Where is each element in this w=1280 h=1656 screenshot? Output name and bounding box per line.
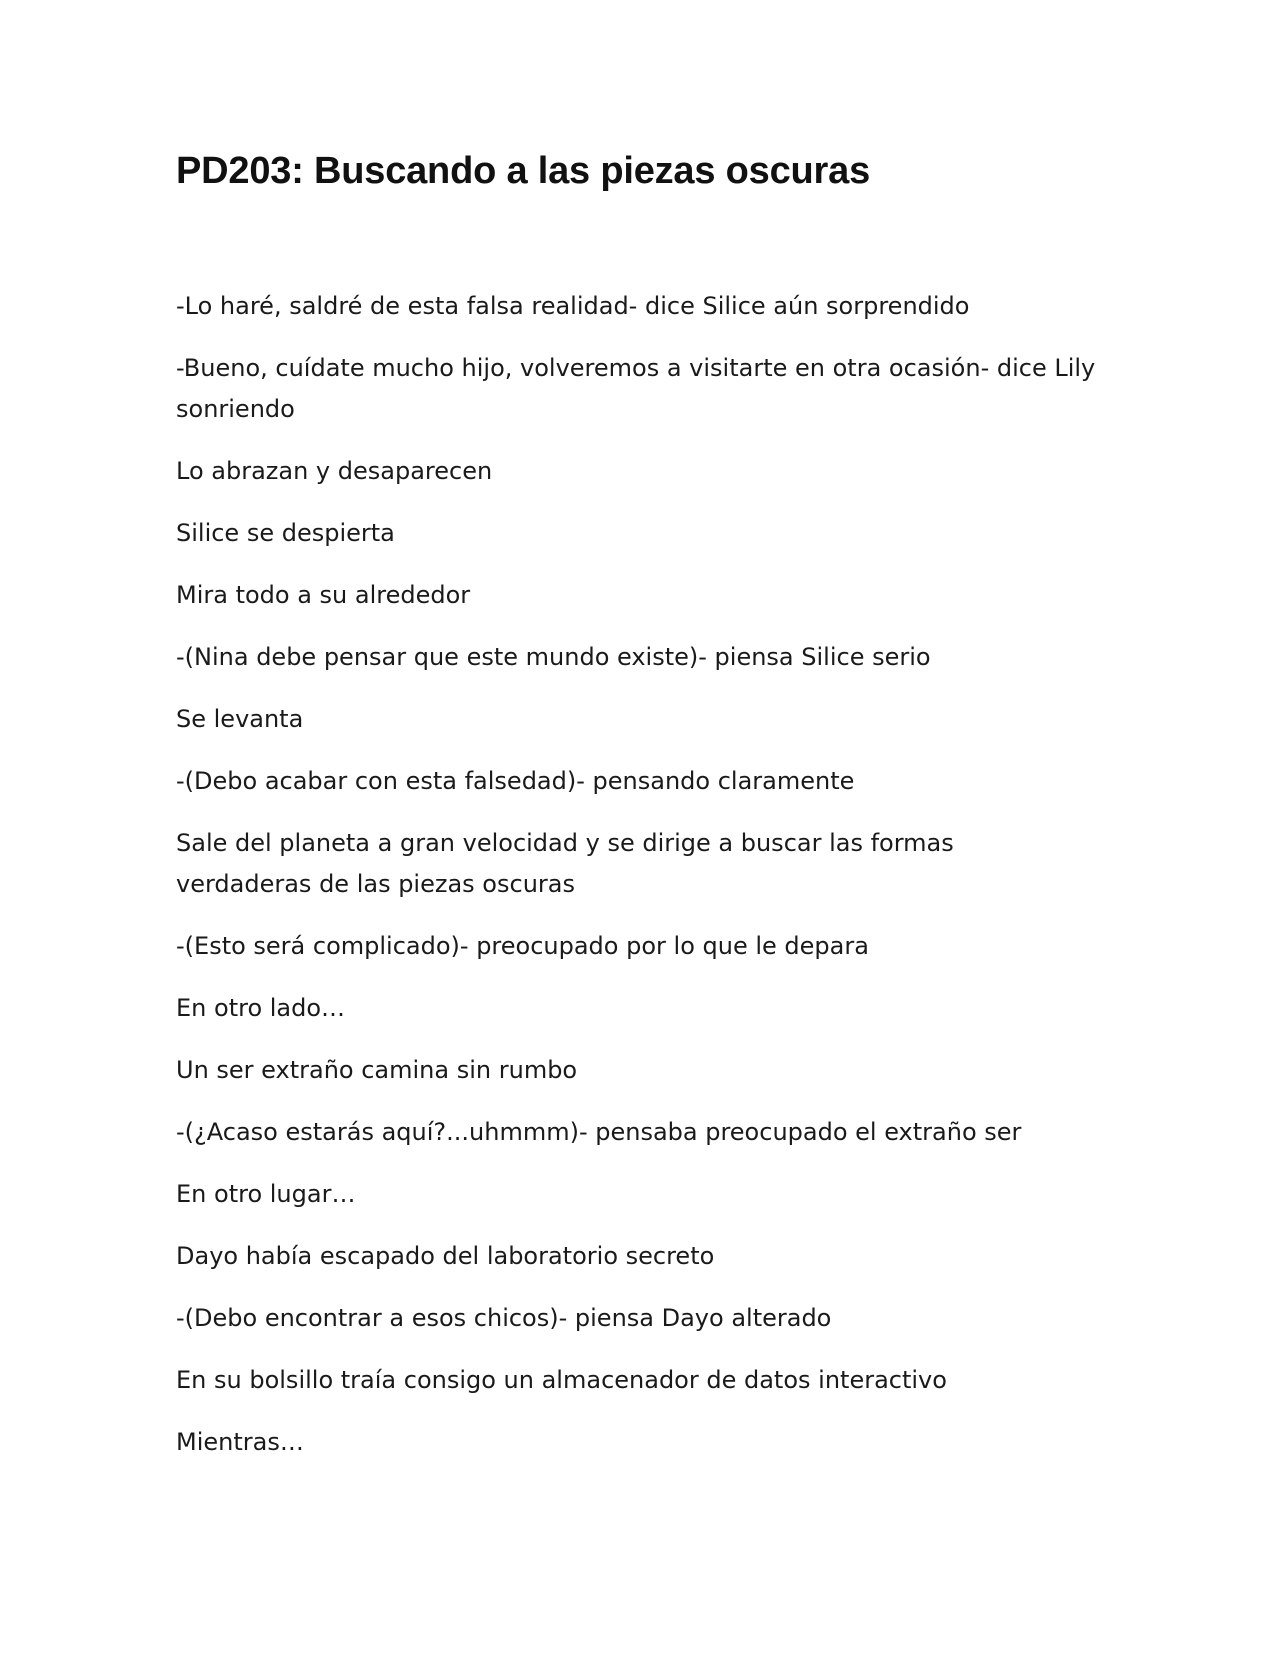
document-title: PD203: Buscando a las piezas oscuras — [176, 150, 871, 192]
paragraph: -(¿Acaso estarás aquí?...uhmmm)- pensaba preocupado el extraño ser — [176, 1118, 1022, 1146]
paragraph: Lo abrazan y desaparecen — [176, 457, 493, 485]
document-body — [176, 286, 1096, 1484]
paragraph: Mientras… — [176, 1428, 304, 1456]
paragraph: -(Debo encontrar a esos chicos)- piensa Dayo alterado — [176, 1304, 832, 1332]
paragraph: Dayo había escapado del laboratorio secreto — [176, 1242, 715, 1270]
paragraph: Mira todo a su alrededor — [176, 581, 471, 609]
paragraph: -(Debo acabar con esta falsedad)- pensando claramente — [176, 767, 855, 795]
paragraph: -Lo haré, saldré de esta falsa realidad- dice Silice aún sorprendido — [176, 292, 970, 320]
paragraph: -(Nina debe pensar que este mundo existe)- piensa Silice serio — [176, 643, 931, 671]
paragraph: Se levanta — [176, 705, 304, 733]
paragraph: En su bolsillo traía consigo un almacenador de datos interactivo — [176, 1366, 947, 1394]
paragraph: -(Esto será complicado)- preocupado por lo que le depara — [176, 932, 869, 960]
paragraph: -Bueno, cuídate mucho hijo, volveremos a visitarte en otra ocasión- dice Lily sonriendo — [176, 354, 1096, 423]
paragraph: Silice se despierta — [176, 519, 395, 547]
paragraph: En otro lado… — [176, 994, 346, 1022]
paragraph: Sale del planeta a gran velocidad y se dirige a buscar las formas verdaderas de las piezas oscuras — [176, 829, 954, 898]
paragraph: En otro lugar… — [176, 1180, 356, 1208]
paragraph: Un ser extraño camina sin rumbo — [176, 1056, 578, 1084]
